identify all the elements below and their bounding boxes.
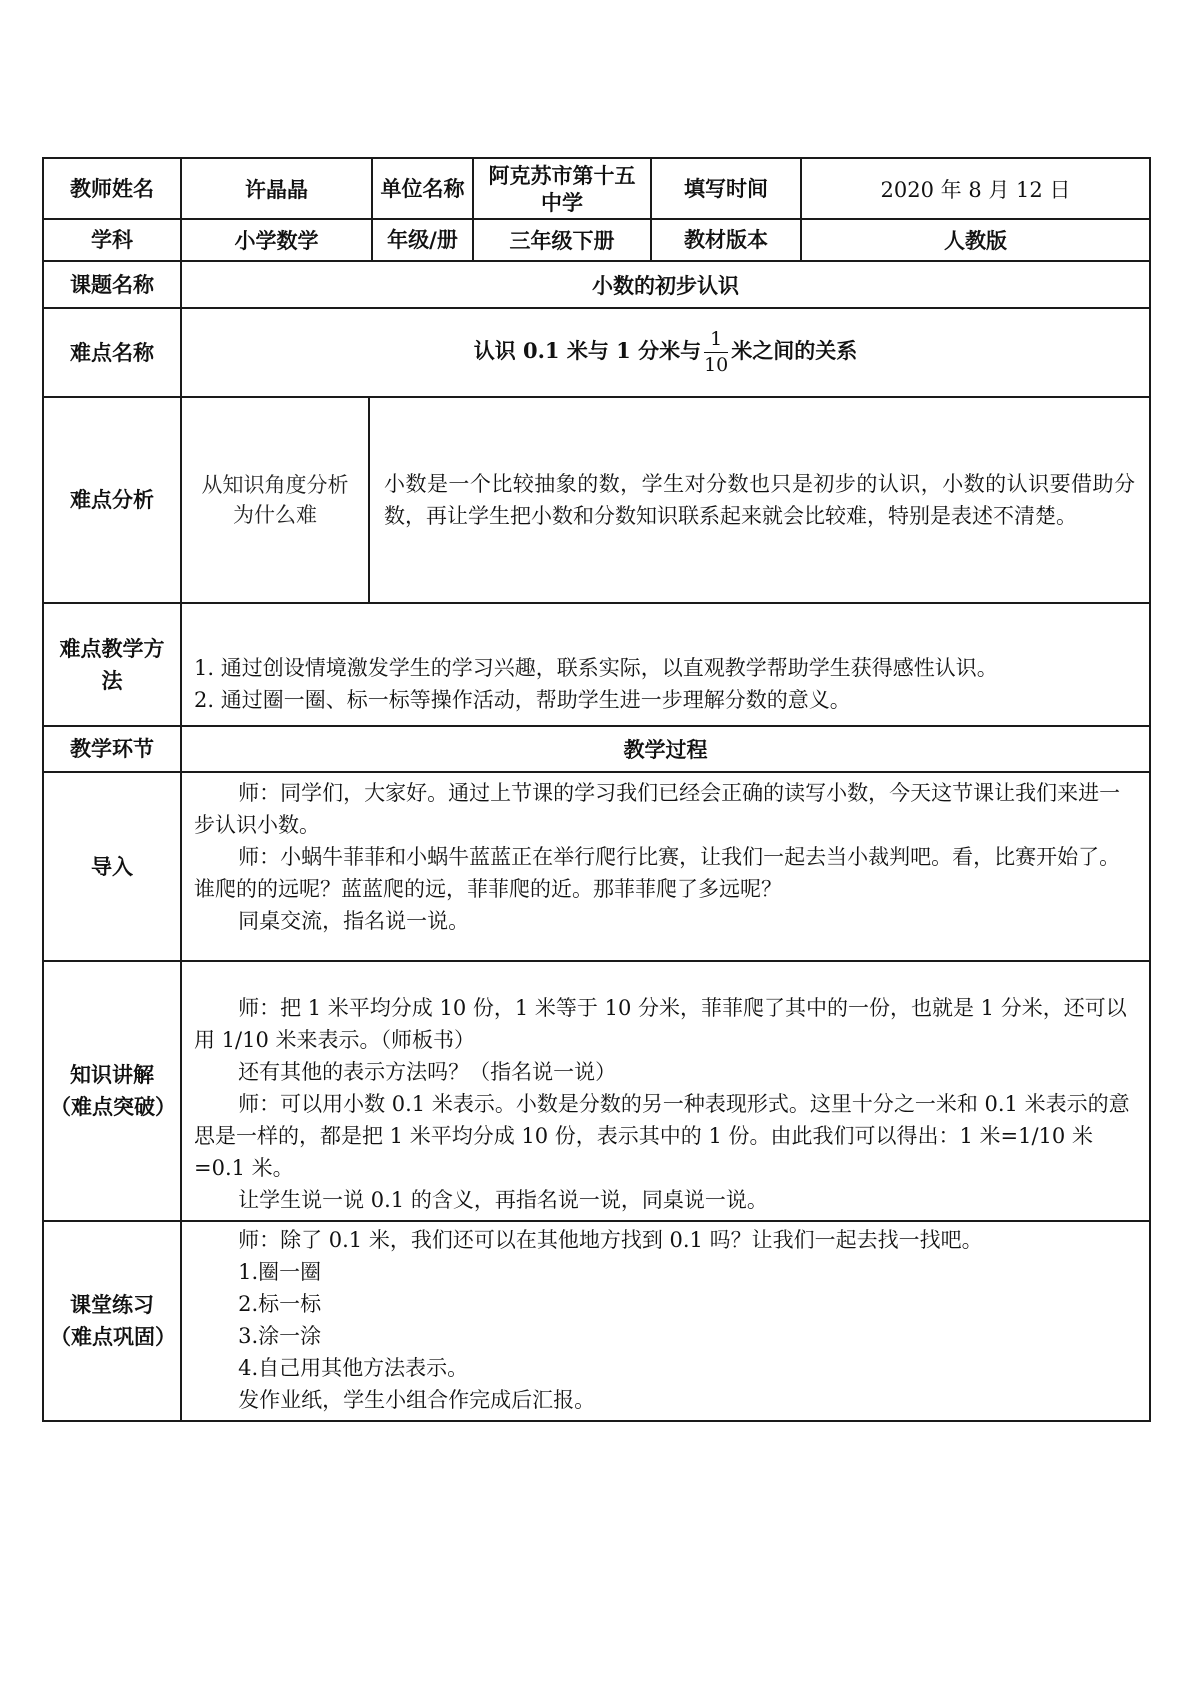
- lesson-plan-table: [42, 157, 1151, 1422]
- difficulty-value: [181, 308, 1150, 397]
- knowledge-paragraph: 师：可以用小数 0.1 米表示。小数是分数的另一种表现形式。这里十分之一米和 0.1 米表示的意思是一样的，都是把 1 米平均分成 10 份，表示其中的 1 份。由此我们可以得出：1 米=1/10 米=0.1 米。: [194, 1092, 1130, 1180]
- grade-label: 年级/册: [372, 219, 473, 261]
- unit-name-value: 阿克苏市第十五中学: [473, 158, 651, 219]
- analysis-text-cell: [369, 397, 1150, 603]
- method-item: 2. 通过圈一圈、标一标等操作活动，帮助学生进一步理解分数的意义。: [194, 687, 851, 712]
- edition-value: 人教版: [801, 219, 1150, 261]
- teacher-name-label: 教师姓名: [43, 158, 181, 219]
- process-header-row: [43, 726, 1150, 772]
- knowledge-row: [43, 961, 1150, 1221]
- knowledge-paragraph: 让学生说一说 0.1 的含义，再指名说一说，同桌说一说。: [238, 1188, 768, 1212]
- methods-label: 难点教学方法: [43, 603, 181, 726]
- difficulty-text-before: 认识 0.1 米与 1 分米与: [473, 338, 702, 363]
- intro-cell: [181, 772, 1150, 961]
- methods-row: [43, 603, 1150, 726]
- intro-label: 导入: [43, 772, 181, 961]
- topic-label: 课题名称: [43, 261, 181, 308]
- header-row-2: [43, 219, 1150, 261]
- topic-row: [43, 261, 1150, 308]
- intro-paragraph: 师：小蜗牛菲菲和小蜗牛蓝蓝正在举行爬行比赛，让我们一起去当小裁判吧。看，比赛开始了。谁爬的的远呢？蓝蓝爬的远，菲菲爬的近。那菲菲爬了多远呢？: [194, 845, 1121, 901]
- teacher-name-value: 许晶晶: [181, 158, 372, 219]
- practice-paragraph: 1.圈一圈: [238, 1260, 322, 1284]
- grade-value: 三年级下册: [473, 219, 651, 261]
- subject-value: 小学数学: [181, 219, 372, 261]
- knowledge-label: 知识讲解（难点突破）: [43, 961, 181, 1221]
- practice-paragraph: 4.自己用其他方法表示。: [238, 1356, 469, 1380]
- topic-value: 小数的初步认识: [181, 261, 1150, 308]
- knowledge-cell: [181, 961, 1150, 1221]
- intro-paragraph: 师：同学们，大家好。通过上节课的学习我们已经会正确的读写小数，今天这节课让我们来进一步认识小数。: [194, 781, 1121, 837]
- fraction-numerator: 1: [704, 330, 728, 353]
- practice-label: 课堂练习（难点巩固）: [43, 1221, 181, 1421]
- header-row-1: [43, 158, 1150, 219]
- practice-cell: [181, 1221, 1150, 1421]
- method-item: 1. 通过创设情境激发学生的学习兴趣，联系实际，以直观教学帮助学生获得感性认识。: [194, 655, 998, 680]
- edition-label: 教材版本: [651, 219, 801, 261]
- practice-paragraph: 3.涂一涂: [238, 1324, 322, 1348]
- knowledge-paragraph: 还有其他的表示方法吗？（指名说一说）: [238, 1060, 617, 1084]
- difficulty-row: [43, 308, 1150, 397]
- fraction-denominator: 10: [704, 354, 729, 376]
- analysis-label: 难点分析: [43, 397, 181, 603]
- practice-row: [43, 1221, 1150, 1421]
- methods-cell: [181, 603, 1150, 726]
- intro-row: [43, 772, 1150, 961]
- practice-paragraph: 2.标一标: [238, 1292, 322, 1316]
- practice-paragraph: 师：除了 0.1 米，我们还可以在其他地方找到 0.1 吗？让我们一起去找一找吧。: [238, 1228, 983, 1252]
- unit-name-label: 单位名称: [372, 158, 473, 219]
- fraction-one-tenth: [704, 330, 728, 375]
- analysis-sub-label: 从知识角度分析为什么难: [181, 397, 369, 603]
- analysis-text: 小数是一个比较抽象的数，学生对分数也只是初步的认识，小数的认识要借助分数，再让学生把小数和分数知识联系起来就会比较难，特别是表述不清楚。: [384, 472, 1135, 528]
- analysis-row: [43, 397, 1150, 603]
- fill-date-value: 2020 年 8 月 12 日: [801, 158, 1150, 219]
- process-label: 教学过程: [181, 726, 1150, 772]
- practice-paragraph: 发作业纸，学生小组合作完成后汇报。: [238, 1388, 596, 1412]
- knowledge-paragraph: 师：把 1 米平均分成 10 份，1 米等于 10 分米，菲菲爬了其中的一份，也就是 1 分米，还可以用 1/10 米来表示。（师板书）: [194, 996, 1127, 1052]
- difficulty-text-after: 米之间的关系: [731, 338, 858, 363]
- process-step-label: 教学环节: [43, 726, 181, 772]
- subject-label: 学科: [43, 219, 181, 261]
- intro-paragraph: 同桌交流，指名说一说。: [238, 909, 470, 933]
- difficulty-label: 难点名称: [43, 308, 181, 397]
- fill-date-label: 填写时间: [651, 158, 801, 219]
